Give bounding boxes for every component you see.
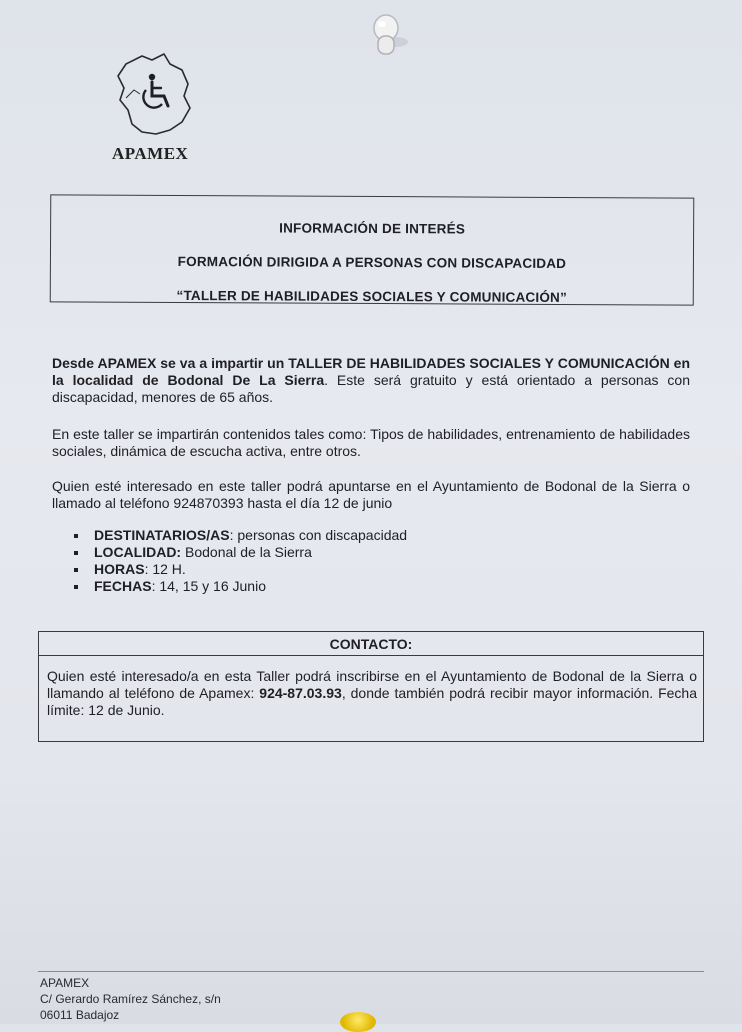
contact-divider [39, 655, 703, 656]
contact-text-b: , donde también podrá recibir mayor información. Fecha límite: 12 de Junio. [47, 685, 697, 718]
list-item [72, 578, 407, 595]
signup-paragraph: Quien esté interesado en este taller podrá apuntarse en el Ayuntamiento de Bodonal de la Sierra o llamado al teléfono 924870393 hasta el día 12 de junio [52, 478, 690, 511]
list-item [72, 561, 407, 578]
contact-phone: 924-87.03.93 [259, 685, 342, 701]
detail-label: FECHAS [94, 578, 152, 594]
footer-org: APAMEX [40, 976, 90, 990]
contact-box [38, 631, 704, 742]
detail-label: HORAS [94, 561, 145, 577]
contact-text [47, 668, 697, 719]
wheelchair-map-icon [112, 50, 194, 138]
pushpin-icon [366, 12, 408, 60]
title-line-info: INFORMACIÓN DE INTERÉS [279, 220, 466, 237]
footer-street: C/ Gerardo Ramírez Sánchez, s/n [40, 992, 221, 1006]
contact-text-a: Quien esté interesado/a en esta Taller podrá inscribirse en el Ayuntamiento de Bodonal de la Sierra o llamando al teléfono de Apamex: [47, 668, 697, 701]
detail-value: : personas con discapacidad [229, 527, 408, 543]
intro-rest: . Este será gratuito y está orientado a personas con discapacidad, menores de 65 años. [52, 372, 690, 405]
details-list [72, 527, 407, 595]
list-item [72, 527, 407, 544]
list-item [72, 544, 407, 561]
footer-address [40, 975, 221, 1023]
contents-paragraph: En este taller se impartirán contenidos tales como: Tipos de habilidades, entrenamiento de habilidades sociales, dinámica de escucha activa, entre otros. [52, 426, 690, 459]
title-line-formacion: FORMACIÓN DIRIGIDA A PERSONAS CON DISCAPACIDAD [177, 253, 567, 272]
contact-title: CONTACTO: [329, 636, 413, 652]
detail-label: DESTINATARIOS/AS [94, 527, 230, 543]
title-line-taller: “TALLER DE HABILIDADES SOCIALES Y COMUNICACIÓN” [176, 287, 567, 306]
footer-divider [38, 971, 704, 972]
footer-city: 06011 Badajoz [40, 1008, 120, 1022]
title-box [50, 194, 695, 305]
detail-value: : 12 H. [144, 561, 186, 577]
detail-value: Bodonal de la Sierra [181, 544, 312, 560]
org-name: APAMEX [112, 144, 189, 163]
yellow-pushpin-icon [340, 1012, 376, 1032]
intro-paragraph [52, 355, 690, 406]
detail-value: : 14, 15 y 16 Junio [151, 578, 266, 594]
detail-label: LOCALIDAD: [94, 544, 182, 560]
intro-bold: Desde APAMEX se va a impartir un TALLER DE HABILIDADES SOCIALES Y COMUNICACIÓN en la localidad de Bodonal De La Sierra [52, 355, 690, 388]
